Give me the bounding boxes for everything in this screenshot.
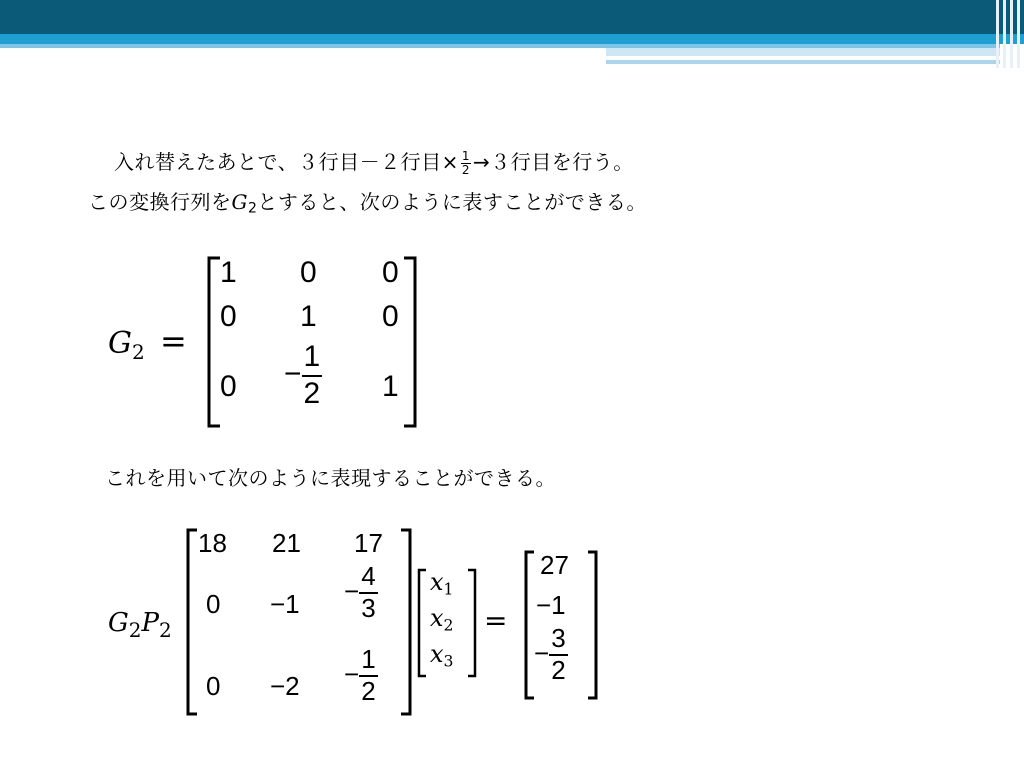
eq1-lhs-sub: 2 [131,340,145,364]
fraction [359,562,377,624]
vector-var: x [430,604,444,632]
matrix-cell: 0 [382,300,399,333]
fraction-denominator: 2 [303,376,321,410]
eq2-result-vector [522,550,600,700]
matrix-cell: 17 [354,528,383,558]
fraction-denominator: 2 [551,654,566,685]
fraction-denominator: 2 [361,675,376,706]
eq1-equals: = [160,322,187,360]
matrix-cell: 0 [220,300,237,333]
inline-fraction-half [461,150,471,177]
text-line-1 [114,146,634,177]
matrix-cell-fraction [284,340,322,411]
vector-sub: 3 [443,652,454,671]
matrix-cell: 0 [300,256,317,289]
matrix-cell-fraction [344,645,378,707]
matrix-cell: 0 [220,370,237,403]
vector-entry-fraction [534,624,568,686]
vector-entry [430,568,453,599]
vector-entry [430,604,453,635]
header-band-blue [0,34,1024,44]
text-line-2-a: この変換行列を [88,190,232,214]
inline-frac-num: 1 [461,149,470,163]
matrix-cell: 0 [206,589,221,619]
fraction [359,645,377,707]
eq2-variable-vector [416,568,478,678]
text-line-3: これを用いて次のように表現することができる。 [105,466,556,490]
matrix-cell: −1 [270,589,300,619]
text-line-2 [88,186,647,217]
header-band-pale [606,48,1000,56]
matrix-cell: 1 [382,370,399,403]
eq2-lhs-g-sub: 2 [128,618,142,642]
eq1-lhs [108,326,145,364]
text-line-2-b: とすると、次のように表すことができる。 [257,190,647,214]
eq2-lhs-p: P [141,608,160,638]
inline-var-g-sub: 2 [247,200,258,217]
fraction-numerator: 1 [359,645,377,677]
fraction-sign: − [344,658,360,689]
matrix-cell: 0 [206,671,221,701]
header-band-dark [0,0,1024,34]
eq2-lhs-g: G [108,608,129,638]
fraction [302,340,323,411]
fraction-sign: − [284,357,302,391]
vector-var: x [430,640,444,668]
eq2-lhs [108,608,172,642]
fraction-numerator: 4 [359,562,377,594]
eq2-coefficient-matrix [184,528,414,716]
eq1-matrix [204,256,420,428]
matrix-cell: 1 [220,256,237,289]
matrix-cell: 1 [300,300,317,333]
fraction [549,624,567,686]
vector-entry: 27 [540,550,569,580]
matrix-cell-fraction [344,562,378,624]
vector-sub: 1 [443,580,454,599]
vector-entry: −1 [536,590,566,620]
eq1-lhs-var: G [108,326,132,361]
inline-var-g: G [231,190,248,214]
vector-entry [430,640,453,671]
fraction-sign: − [534,637,550,668]
matrix-cell: −2 [270,671,300,701]
text-line-1-a: 入れ替えたあとで、３行目－２行目× [114,150,459,174]
matrix-cell: 21 [272,528,301,558]
fraction-numerator: 1 [302,340,323,377]
text-line-1-b: →３行目を行う。 [473,150,634,174]
inline-frac-den: 2 [461,163,470,177]
header-corner-stripes [994,0,1024,68]
vector-sub: 2 [443,616,454,635]
fraction-denominator: 3 [361,592,376,623]
header-accent-line [606,60,1000,64]
matrix-cell: 0 [382,256,399,289]
vector-var: x [430,568,444,596]
eq2-lhs-p-sub: 2 [159,618,172,642]
fraction-numerator: 3 [549,624,567,656]
matrix-cell: 18 [198,528,227,558]
eq2-equals: = [484,604,508,637]
fraction-sign: − [344,575,360,606]
